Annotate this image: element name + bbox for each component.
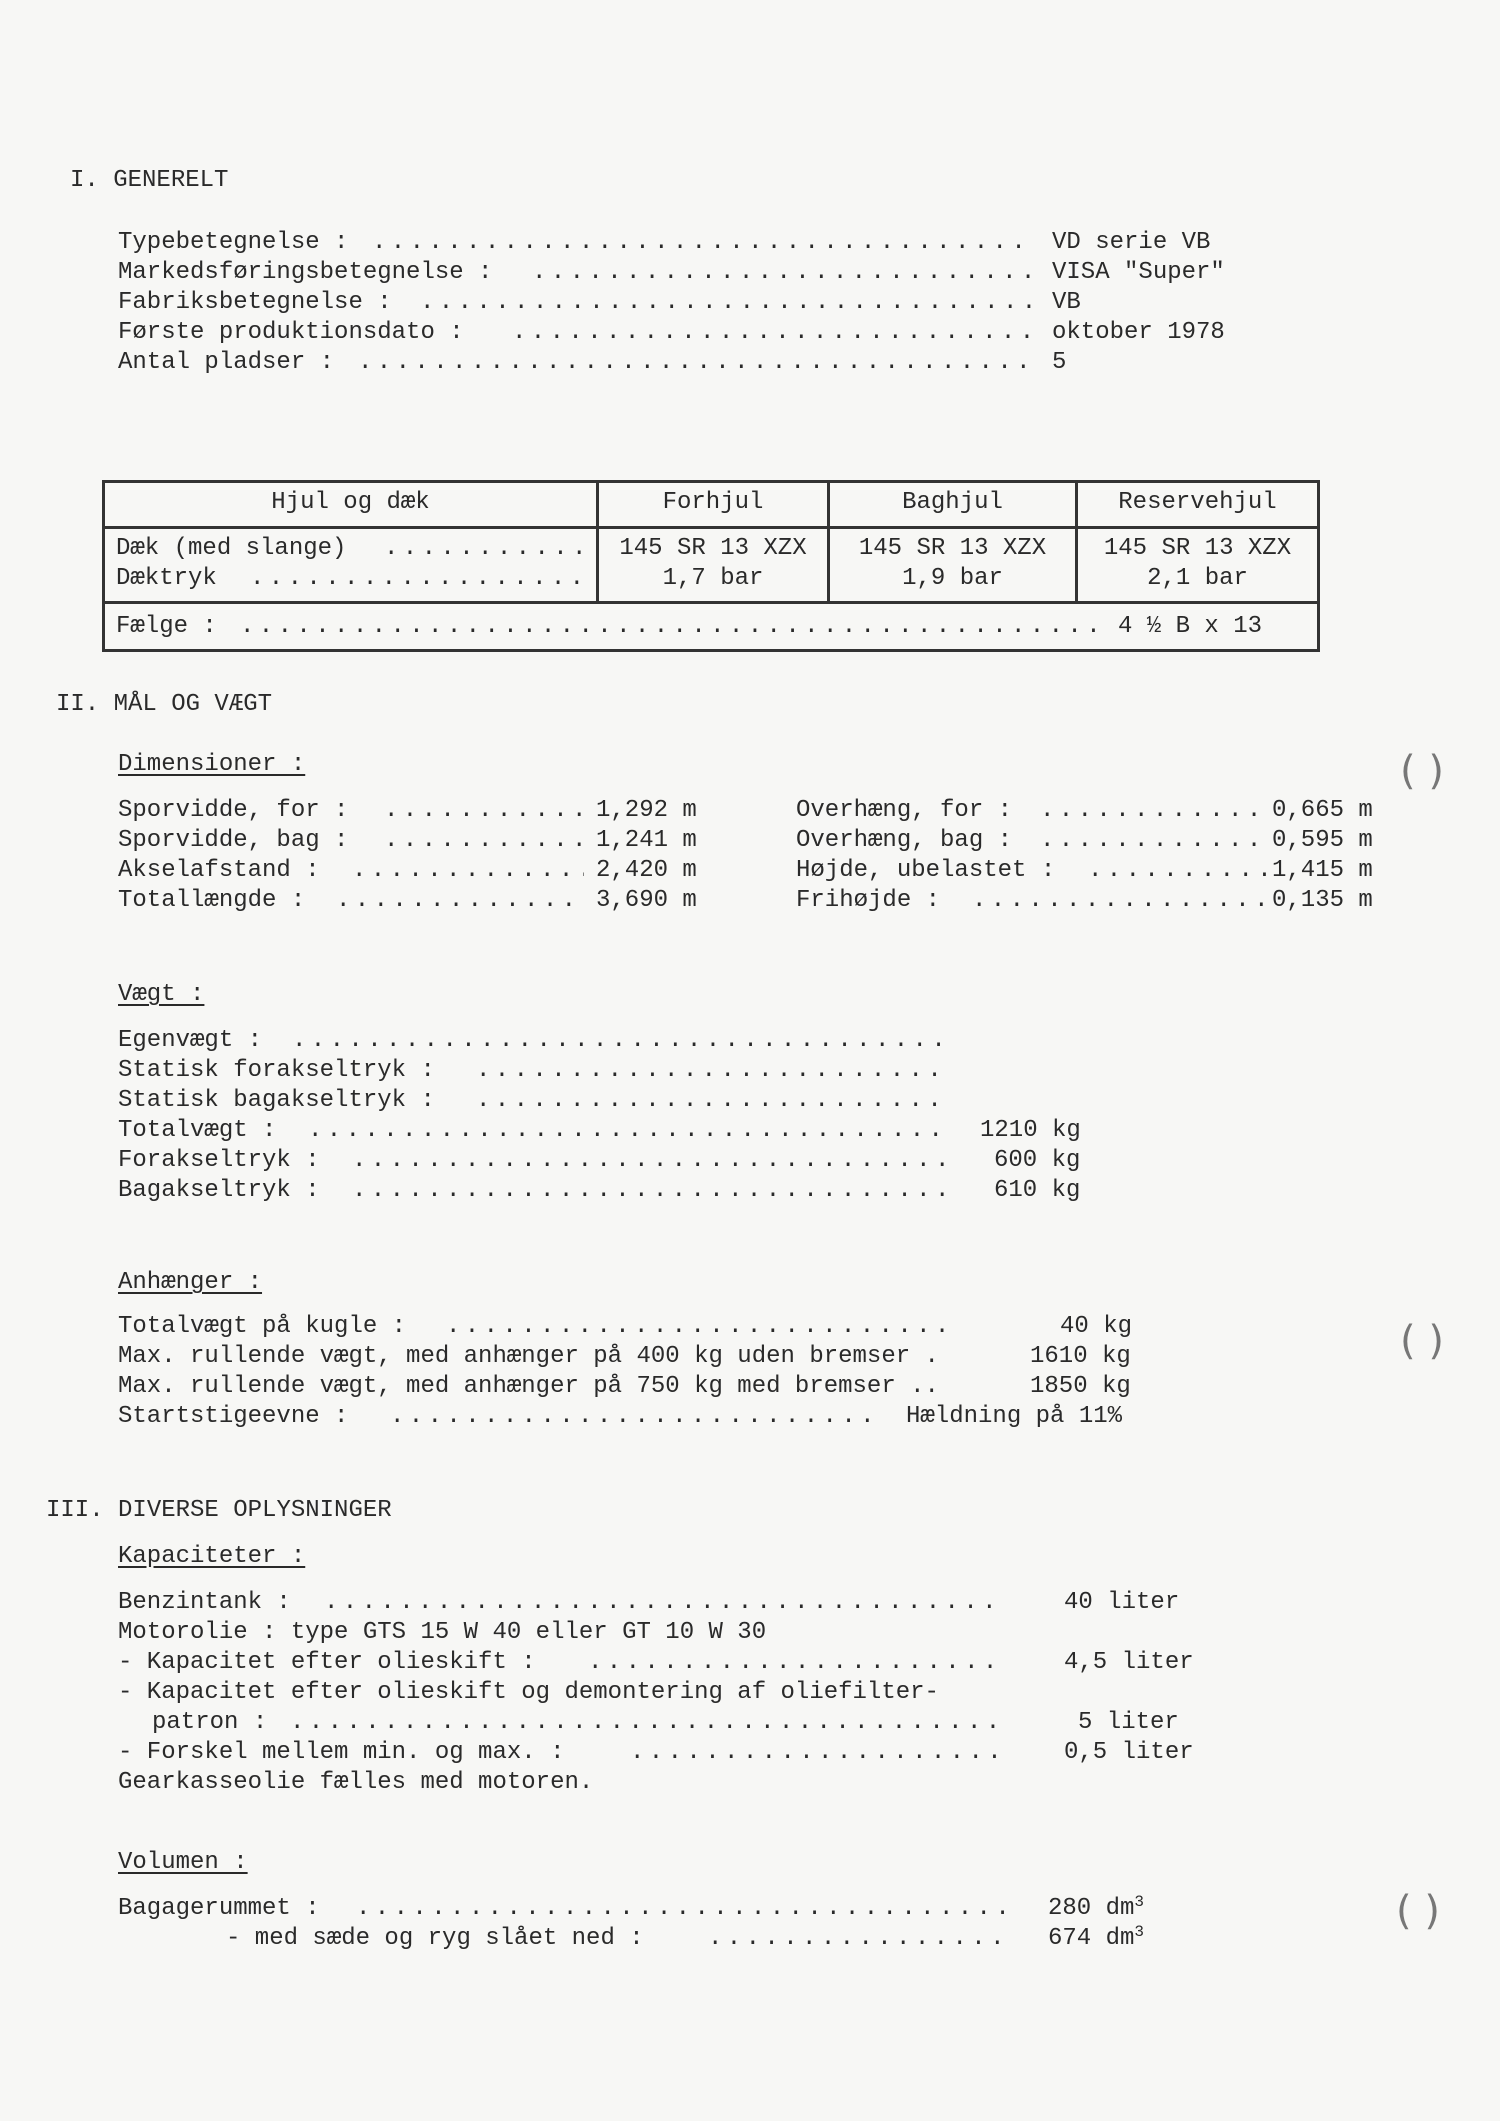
capacities-heading: Kapaciteter :: [118, 1543, 306, 1570]
table-header-cell: Hjul og dæk: [271, 489, 430, 516]
dimension-value: 1,241 m: [596, 827, 697, 854]
leader-dots: [384, 796, 584, 826]
capacity-text: Gearkasseolie fælles med motoren.: [118, 1769, 594, 1796]
dimension-value: 0,595 m: [1272, 827, 1373, 854]
dimension-value: 0,665 m: [1272, 797, 1373, 824]
volume-value: 674 $dm^3$: [1048, 1923, 1145, 1952]
table-cell: 145 SR 13 XZX: [1103, 535, 1292, 562]
binder-hole-mark: ( ): [1400, 748, 1444, 794]
dimension-label: Højde, ubelastet :: [796, 857, 1056, 884]
leader-dots: [1040, 796, 1270, 826]
capacity-label: Benzintank :: [118, 1589, 291, 1616]
leader-dots: [512, 318, 1032, 348]
dimension-value: 1,292 m: [596, 797, 697, 824]
capacity-value: 0,5 liter: [1064, 1739, 1194, 1766]
rim-value: 4 ½ B x 13: [1118, 613, 1263, 640]
general-label: Typebetegnelse :: [118, 229, 349, 256]
rim-label: Fælge :: [116, 613, 217, 640]
trailer-label: Max. rullende vægt, med anhænger på 400 kg uden bremser .: [118, 1343, 939, 1370]
capacity-text: Motorolie : type GTS 15 W 40 eller GT 10 W 30: [118, 1619, 767, 1646]
general-value: VB: [1052, 289, 1081, 316]
general-label: Antal pladser :: [118, 349, 335, 376]
table-header-divider: [102, 526, 1320, 529]
volume-label: - med sæde og ryg slået ned :: [226, 1925, 644, 1952]
weight-label: Statisk forakseltryk :: [118, 1057, 435, 1084]
weight-label: Statisk bagakseltryk :: [118, 1087, 435, 1114]
capacity-label: patron :: [152, 1709, 268, 1736]
trailer-label: Totalvægt på kugle :: [118, 1313, 407, 1340]
dimension-value: 1,415 m: [1272, 857, 1373, 884]
leader-dots: [336, 886, 584, 916]
weight-label: Bagakseltryk :: [118, 1177, 320, 1204]
leader-dots: [588, 1648, 1004, 1678]
leader-dots: [1088, 856, 1270, 886]
leader-dots: [1040, 826, 1270, 856]
leader-dots: [308, 1116, 950, 1146]
section-heading-misc: III. DIVERSE OPLYSNINGER: [46, 1497, 392, 1524]
table-header-cell: Reservehjul: [1118, 489, 1277, 516]
general-value: 5: [1052, 349, 1067, 376]
general-value: VD serie VB: [1052, 229, 1211, 256]
general-label: Markedsføringsbetegnelse :: [118, 259, 493, 286]
section-heading-dimensions-weight: II. MÅL OG VÆGT: [56, 691, 273, 718]
trailer-heading: Anhænger :: [118, 1269, 263, 1296]
binder-hole-mark: ( ): [1396, 1888, 1440, 1934]
general-label: Fabriksbetegnelse :: [118, 289, 392, 316]
trailer-value: 1610 kg: [1030, 1343, 1131, 1370]
leader-dots: [352, 1146, 950, 1176]
leader-dots: [250, 564, 594, 594]
leader-dots: [532, 258, 1032, 288]
table-header-cell: Forhjul: [662, 489, 764, 516]
dimension-value: 3,690 m: [596, 887, 697, 914]
volume-heading: Volumen :: [118, 1849, 248, 1876]
leader-dots: [972, 886, 1270, 916]
leader-dots: [384, 534, 594, 564]
leader-dots: [708, 1924, 1004, 1954]
table-cell: 145 SR 13 XZX: [858, 535, 1047, 562]
section-heading-general: I. GENERELT: [70, 167, 229, 194]
weight-label: Egenvægt :: [118, 1027, 263, 1054]
leader-dots: [352, 856, 584, 886]
capacity-label: - Kapacitet efter olieskift :: [118, 1649, 536, 1676]
capacity-value: 40 liter: [1064, 1589, 1180, 1616]
leader-dots: [420, 288, 1032, 318]
capacity-value: 4,5 liter: [1064, 1649, 1194, 1676]
dimension-label: Akselafstand :: [118, 857, 320, 884]
dimension-label: Overhæng, bag :: [796, 827, 1013, 854]
leader-dots: [324, 1588, 1004, 1618]
table-header-cell: Baghjul: [902, 489, 1003, 516]
trailer-label: Startstigeevne :: [118, 1403, 349, 1430]
trailer-label: Max. rullende vægt, med anhænger på 750 kg med bremser ..: [118, 1373, 939, 1400]
dimension-value: 2,420 m: [596, 857, 697, 884]
table-cell: 145 SR 13 XZX: [619, 535, 807, 562]
leader-dots: [352, 1176, 950, 1206]
dimension-value: 0,135 m: [1272, 887, 1373, 914]
leader-dots: [358, 348, 1032, 378]
table-row-label: Dæk (med slange): [116, 535, 347, 562]
weight-heading: Vægt :: [118, 981, 205, 1008]
general-value: oktober 1978: [1052, 319, 1225, 346]
volume-label: Bagagerummet :: [118, 1895, 320, 1922]
capacity-label: - Forskel mellem min. og max. :: [118, 1739, 565, 1766]
dimension-label: Frihøjde :: [796, 887, 941, 914]
leader-dots: [446, 1312, 952, 1342]
capacity-text: - Kapacitet efter olieskift og demontering af oliefilter-: [118, 1679, 939, 1706]
leader-dots: [292, 1026, 950, 1056]
volume-value: 280 $dm^3$: [1048, 1893, 1145, 1922]
leader-dots: [476, 1056, 950, 1086]
leader-dots: [372, 228, 1032, 258]
dimension-label: Sporvidde, bag :: [118, 827, 349, 854]
capacity-value: 5 liter: [1078, 1709, 1179, 1736]
binder-hole-mark: ( ): [1400, 1318, 1444, 1364]
trailer-value: Hældning på 11%: [906, 1403, 1123, 1430]
table-row-label: Dæktryk: [116, 565, 217, 592]
leader-dots: [476, 1086, 950, 1116]
leader-dots: [630, 1738, 1004, 1768]
weight-label: Forakseltryk :: [118, 1147, 320, 1174]
table-cell: 1,7 bar: [662, 565, 764, 592]
leader-dots: [390, 1402, 876, 1432]
dimension-label: Totallængde :: [118, 887, 306, 914]
weight-value: 1210 kg: [980, 1117, 1081, 1144]
table-cell: 2,1 bar: [1147, 565, 1248, 592]
leader-dots: [384, 826, 584, 856]
dimension-label: Overhæng, for :: [796, 797, 1013, 824]
leader-dots: [290, 1708, 1004, 1738]
trailer-value: 1850 kg: [1030, 1373, 1131, 1400]
general-value: VISA "Super": [1052, 259, 1225, 286]
trailer-value: 40 kg: [1060, 1313, 1133, 1340]
dimension-label: Sporvidde, for :: [118, 797, 349, 824]
dimensions-heading: Dimensioner :: [118, 751, 306, 778]
leader-dots: [240, 612, 1100, 642]
general-label: Første produktionsdato :: [118, 319, 464, 346]
weight-value: 600 kg: [994, 1147, 1081, 1174]
table-cell: 1,9 bar: [902, 565, 1003, 592]
weight-label: Totalvægt :: [118, 1117, 277, 1144]
weight-value: 610 kg: [994, 1177, 1081, 1204]
leader-dots: [356, 1894, 1004, 1924]
